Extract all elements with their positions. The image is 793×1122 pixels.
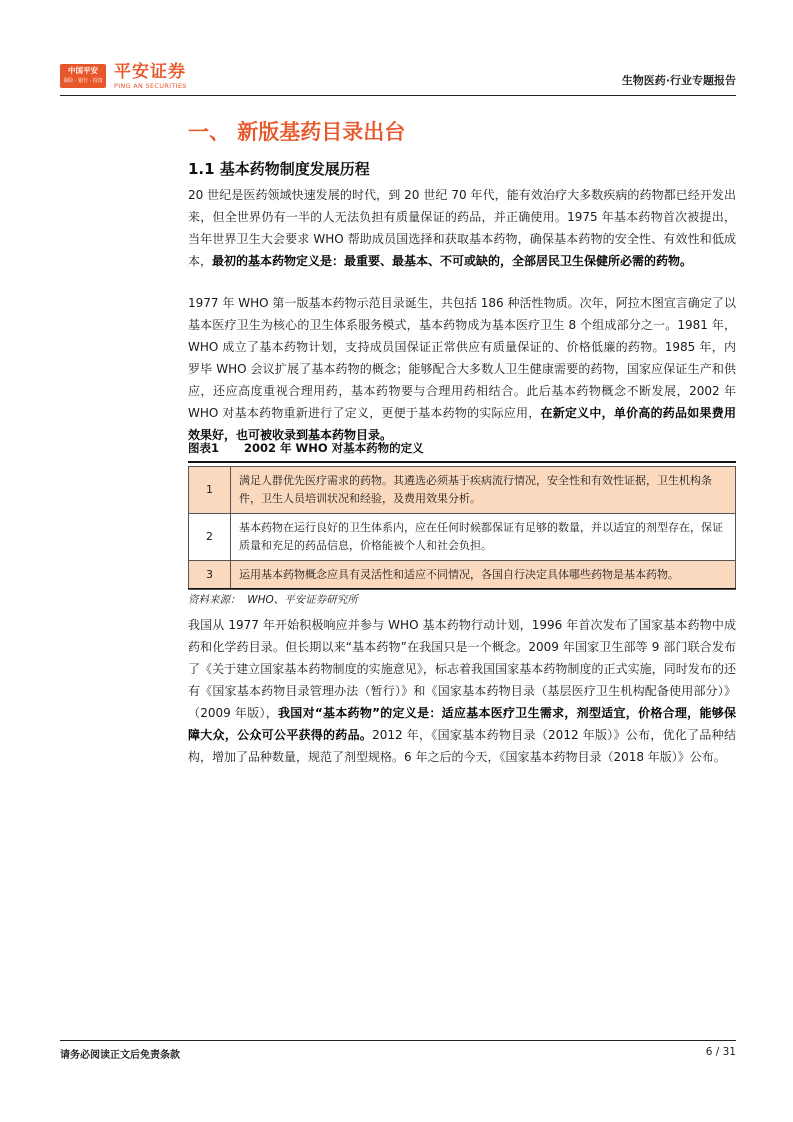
page-header xyxy=(60,62,736,94)
table-bottom-rule xyxy=(188,588,736,589)
source-label: 资料来源： xyxy=(188,594,241,606)
paragraph-2-text: 1977 年 WHO 第一版基本药物示范目录诞生，共包括 186 种活性物质。次年，阿拉木图宣言确定了以基本医疗卫生为核心的卫生体系服务模式，基本药物成为基本医疗卫生 8 个组成部分之一。1981 年，WHO 成立了基本药物计划，支持成员国保证正常供应有质量保证的、价格低廉的药物。1985 年，内罗毕 WHO 会议扩展了基本药物的概念；能够配合大多数人卫生健康需要的药物，国家应保证生产和供应，还应高度重视合理用药，基本药物要与合理用药相结合。此后基本药物概念不断发展，2002 年 WHO 对基本药物重新进行了定义，更便于基本药物的实际应用， xyxy=(188,296,736,420)
logo-line1: 中国平安 xyxy=(68,66,98,75)
paragraph-1-bold: 最初的基本药物定义是：最重要、最基本、不可或缺的，全部居民卫生保健所必需的药物。 xyxy=(212,254,693,268)
who-definition-table xyxy=(188,466,736,590)
brand-name xyxy=(114,62,187,90)
source-text: WHO、平安证券研究所 xyxy=(247,594,358,606)
table-source xyxy=(188,592,358,607)
row-number: 2 xyxy=(189,514,231,561)
paragraph-1 xyxy=(188,184,736,272)
paragraph-2 xyxy=(188,292,736,446)
paragraph-3-bold: 我国对“基本药物”的定义是：适应基本医疗卫生需求，剂型适宜，价格合理，能够保障大众，公众可公平获得的药品。 xyxy=(188,706,736,742)
footer-disclaimer: 请务必阅读正文后免责条款 xyxy=(60,1050,180,1061)
paragraph-3-text1: 我国从 1977 年开始积极响应并参与 WHO 基本药物行动计划，1996 年首次发布了国家基本药物中成药和化学药目录。但长期以来“基本药物”在我国只是一个概念。2009 年国家卫生部等 9 部门联合发布了《关于建立国家基本药物制度的实施意见》，标志着我国国家基本药物制度的正式实施，同时发布的还有《国家基本药物目录管理办法（暂行）》和《国家基本药物目录（基层医疗卫生机构配备使用部分）》（2009 年版）， xyxy=(188,618,736,720)
paragraph-3 xyxy=(188,614,736,768)
paragraph-2-bold: 在新定义中，单价高的药品如果费用效果好，也可被收录到基本药物目录。 xyxy=(188,406,736,442)
row-text: 运用基本药物概念应具有灵活性和适应不同情况，各国自行决定具体哪些药物是基本药物。 xyxy=(231,561,736,590)
brand-en: PING AN SECURITIES xyxy=(114,82,187,90)
row-text: 满足人群优先医疗需求的药物。其遴选必须基于疾病流行情况，安全性和有效性证据，卫生机构条件，卫生人员培训状况和经验，及费用效果分析。 xyxy=(231,467,736,514)
table-row xyxy=(189,514,736,561)
pingan-logo xyxy=(60,64,106,88)
page-number: 6 / 31 xyxy=(705,1046,736,1058)
paragraph-3-text2: 2012 年，《国家基本药物目录（2012 年版）》公布，优化了品种结构，增加了品种数量，规范了剂型规格。6 年之后的今天，《国家基本药物目录（2018 年版）》公布。 xyxy=(188,728,736,764)
row-number: 3 xyxy=(189,561,231,590)
table-caption-title: 2002 年 WHO 对基本药物的定义 xyxy=(244,441,424,455)
table-caption-num: 图表1 xyxy=(188,441,220,455)
header-divider xyxy=(60,95,736,96)
footer-divider xyxy=(60,1040,736,1041)
section-subtitle: 1.1 基本药物制度发展历程 xyxy=(188,160,370,178)
brand-cn: 平安证券 xyxy=(114,62,186,82)
logo-line2: 保险 · 银行 · 投资 xyxy=(63,78,103,84)
row-number: 1 xyxy=(189,467,231,514)
table-top-rule xyxy=(188,461,736,463)
table-row xyxy=(189,467,736,514)
section-title: 一、 新版基药目录出台 xyxy=(188,120,406,144)
report-type: 生物医药·行业专题报告 xyxy=(621,74,736,87)
row-text: 基本药物在运行良好的卫生体系内，应在任何时候都保证有足够的数量，并以适宜的剂型存在，保证质量和充足的药品信息，价格能被个人和社会负担。 xyxy=(231,514,736,561)
table-row xyxy=(189,561,736,590)
paragraph-1-text: 20 世纪是医药领域快速发展的时代，到 20 世纪 70 年代，能有效治疗大多数疾病的药物都已经开发出来，但全世界仍有一半的人无法负担有质量保证的药品，并正确使用。1975 年基本药物首次被提出，当年世界卫生大会要求 WHO 帮助成员国选择和获取基本药物，确保基本药物的安全性、有效性和低成本， xyxy=(188,188,736,268)
table-caption xyxy=(188,440,736,456)
